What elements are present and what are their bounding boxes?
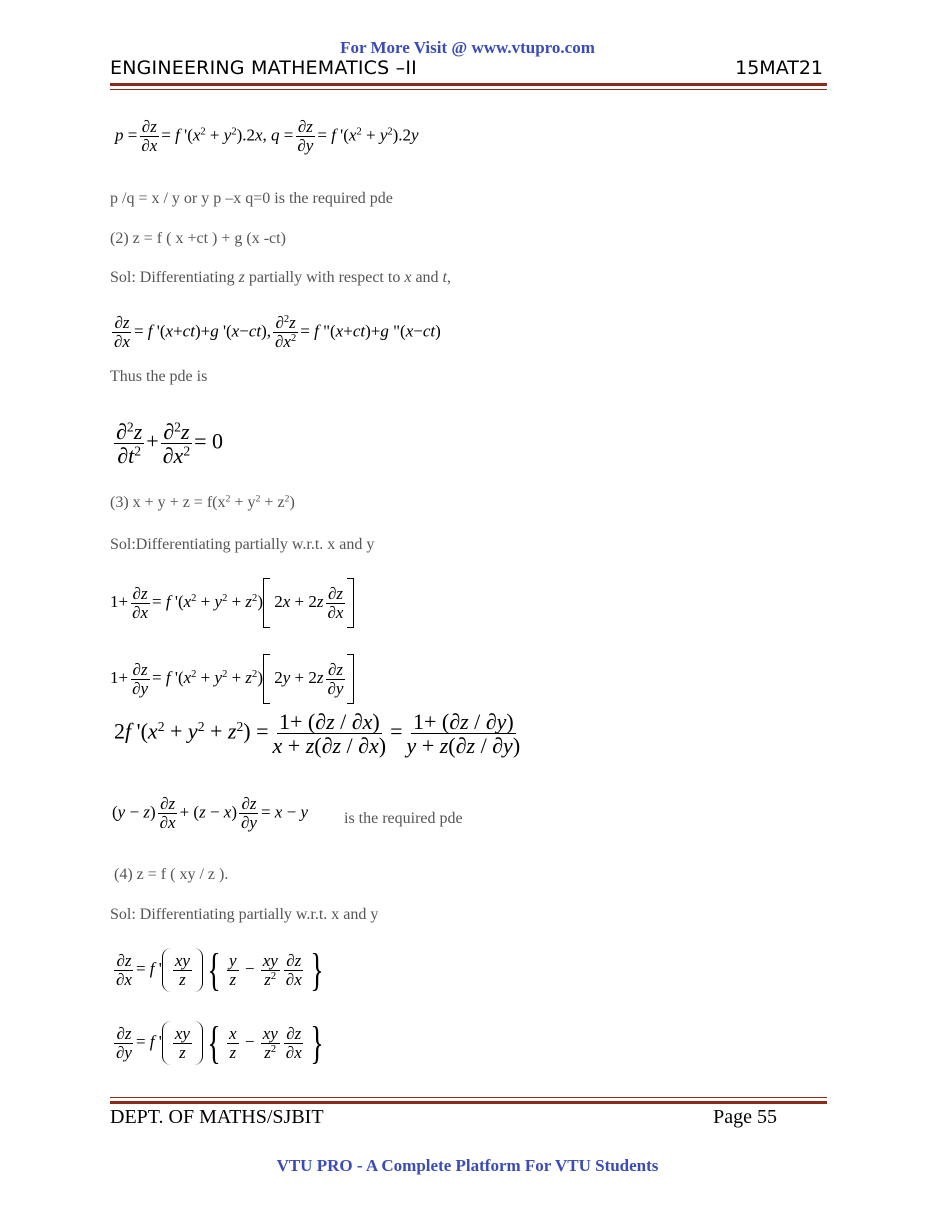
footer-rule-thick bbox=[110, 1101, 827, 1104]
equation-3c: 2f '$(x^2 + y^2 + z^2)$ = $\frac{1+ (\partial z / \partial x)}{x + z(\partial z / \partial x)}$ = $\frac{1+ (\partial z / \partial y)}{y + z(\partial z / \partial y)}$ bbox=[114, 709, 521, 759]
footer-page-number: Page 55 bbox=[713, 1106, 777, 1128]
required-pde-text: is the required pde bbox=[344, 810, 463, 827]
solution-3-text: Sol:Differentiating partially w.r.t. x and y bbox=[110, 536, 375, 553]
header-rule-thin bbox=[110, 89, 827, 90]
equation-4b: $\frac{\partial z}{\partial y}$ = f ' $\frac{xy}{z}$ { $\frac{x}{z}$ − $\frac{xy}{z^2}$ $\frac{\partial z}{\partial x}$ } bbox=[116, 1017, 324, 1068]
footer-department: DEPT. OF MATHS/SJBIT bbox=[110, 1106, 324, 1128]
thus-text: Thus the pde is bbox=[110, 368, 208, 385]
equation-3a: 1+ $\frac{\partial z}{\partial x}$ = f '$(x^2 + y^2 + z^2) 2x + 2z$ $\frac{\partial z}{\partial x}$ bbox=[110, 578, 354, 628]
header-course-code: 15MAT21 bbox=[735, 57, 823, 79]
header-visit-link[interactable]: For More Visit @ www.vtupro.com bbox=[340, 38, 595, 57]
equation-p-q: p = $\frac{\partial z}{\partial x}$ = f '$(x^2 + y^2).2x$, q = $\frac{\partial z}{\partial y}$ = f '$(x^2 + y^2).2y$ bbox=[115, 117, 419, 155]
footer-vtupro-link[interactable]: VTU PRO - A Complete Platform For VTU Students bbox=[276, 1156, 659, 1175]
equation-4a: $\frac{\partial z}{\partial x}$ = f ' $\frac{xy}{z}$ { $\frac{y}{z}$ − $\frac{xy}{z^2}$ $\frac{\partial z}{\partial x}$ } bbox=[116, 944, 324, 995]
header-rule-thick bbox=[110, 83, 827, 86]
solution-4-text: Sol: Differentiating partially w.r.t. x and y bbox=[110, 906, 379, 923]
example-4-text: (4) z = f ( xy / z ). bbox=[114, 866, 229, 883]
equation-derivatives-2: $\frac{\partial z}{\partial x}$ = f '(x+ct)+g '(x−ct), $\frac{\partial^2z}{\partial x^2}$ = f "(x+ct)+g "(x−ct) bbox=[114, 313, 441, 351]
footer-rule-thin bbox=[110, 1097, 827, 1098]
equation-pde-2: $\frac{\partial^2z}{\partial t^2}$ + $\frac{\partial^2z}{\partial x^2}$ = 0 bbox=[116, 419, 224, 469]
solution-2-text: Sol: Differentiating z partially with respect to x and t, bbox=[110, 269, 451, 286]
pq-result-text: p /q = x / y or y p –x q=0 is the required pde bbox=[110, 190, 393, 207]
equation-pde-3: (y − z) $\frac{\partial z}{\partial x}$ + (z − x) $\frac{\partial z}{\partial y}$ = x − y bbox=[112, 794, 308, 832]
header-title: ENGINEERING MATHEMATICS –II bbox=[110, 57, 417, 79]
example-3-text: (3) $x + y + z = f(x^2 + y^2 + z^2)$ bbox=[110, 493, 295, 511]
equation-3b: 1+ $\frac{\partial z}{\partial y}$ = f '$(x^2 + y^2 + z^2) 2y + 2z$ $\frac{\partial z}{\partial y}$ bbox=[110, 654, 354, 704]
example-2-text: (2) z = f ( x +ct ) + g (x -ct) bbox=[110, 230, 286, 247]
